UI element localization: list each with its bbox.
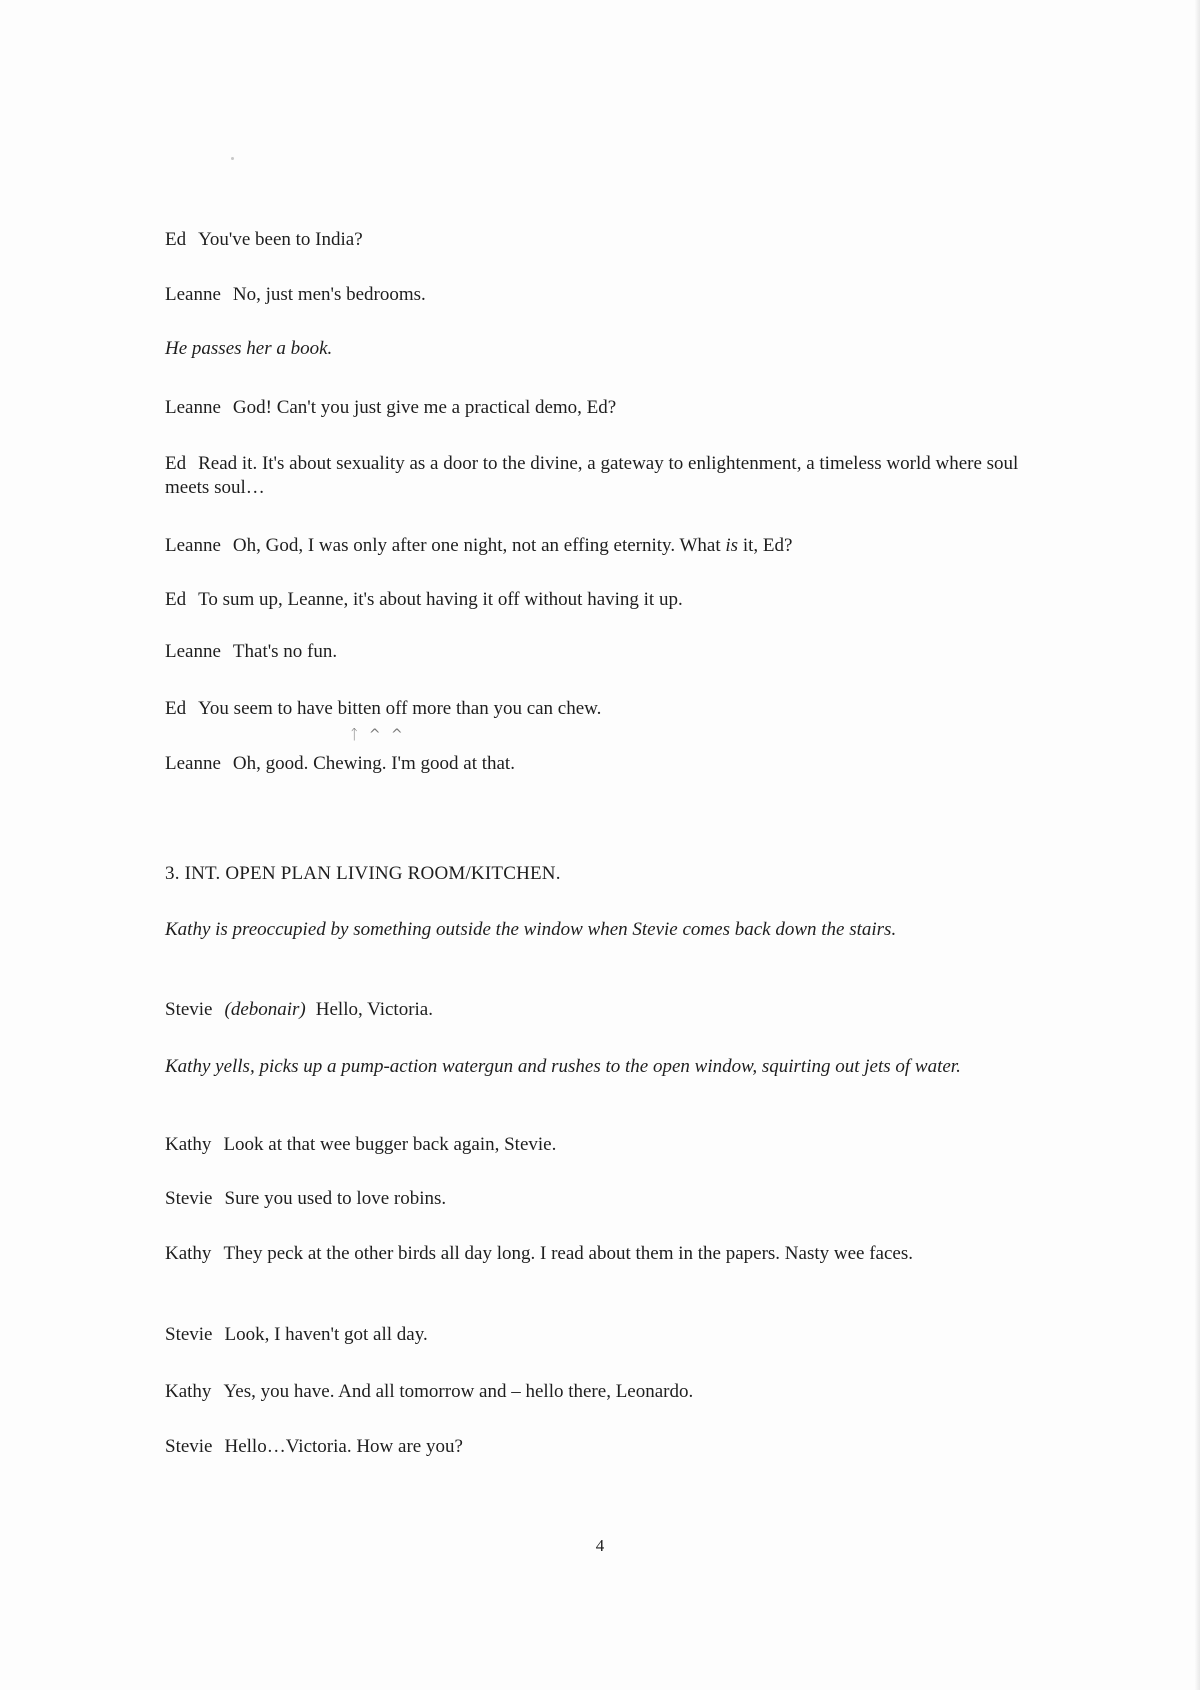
parenthetical: (debonair) (224, 999, 306, 1020)
dialogue-text: You've been to India? (198, 229, 363, 250)
handwritten-annotation: ᛏ ^ ^ (350, 727, 406, 743)
dialogue-line (165, 1187, 1025, 1211)
dialogue-text: Hello…Victoria. How are you? (224, 1436, 463, 1457)
dialogue-text: Oh, good. Chewing. I'm good at that. (232, 753, 515, 774)
stage-direction: Kathy is preoccupied by something outside the window when Stevie comes back down the stairs. (165, 919, 897, 940)
dialogue-line (165, 640, 1025, 664)
dialogue-line (165, 1380, 1025, 1404)
stage-direction: Kathy yells, picks up a pump-action watergun and rushes to the open window, squirting out jets of water. (165, 1056, 961, 1077)
speaker-name: Ed (165, 698, 187, 719)
dialogue-text: Read it. It's about sexuality as a door to the divine, a gateway to enlightenment, a timeless world where soul meets soul… (165, 453, 1019, 498)
stage-direction: He passes her a book. (165, 338, 333, 359)
speaker-name: Kathy (165, 1381, 212, 1402)
dialogue-line (165, 452, 1025, 500)
speaker-name: Kathy (165, 1243, 212, 1264)
speaker-name: Ed (165, 453, 187, 474)
dialogue-line (165, 588, 1025, 612)
dialogue-emphasis: is (725, 535, 739, 556)
speaker-name: Stevie (165, 1188, 213, 1209)
speaker-name: Kathy (165, 1134, 212, 1155)
dialogue-text: Look at that wee bugger back again, Stevie. (223, 1134, 557, 1155)
dialogue-text: That's no fun. (232, 641, 338, 662)
dialogue-text: God! Can't you just give me a practical demo, Ed? (232, 397, 617, 418)
dialogue-line (165, 1435, 1025, 1459)
dialogue-line (165, 228, 1025, 252)
speaker-name: Leanne (165, 397, 221, 418)
scene-heading: 3. INT. OPEN PLAN LIVING ROOM/KITCHEN. (165, 863, 561, 884)
dialogue-text: You seem to have bitten off more than you can chew. (198, 698, 602, 719)
speaker-name: Stevie (165, 1436, 213, 1457)
dialogue-text: Look, I haven't got all day. (224, 1324, 428, 1345)
dialogue-line (165, 283, 1025, 307)
dialogue-text-start: Oh, God, I was only after one night, not an effing eternity. What (232, 535, 726, 556)
dialogue-line (165, 697, 1025, 721)
speaker-name: Stevie (165, 1324, 213, 1345)
speaker-name: Leanne (165, 535, 221, 556)
speaker-name: Ed (165, 229, 187, 250)
dialogue-line (165, 396, 1025, 420)
scan-speck (231, 157, 234, 160)
dialogue-line (165, 998, 1025, 1022)
speaker-name: Stevie (165, 999, 213, 1020)
speaker-name: Ed (165, 589, 187, 610)
dialogue-text: Hello, Victoria. (315, 999, 433, 1020)
page-number: 4 (595, 1536, 605, 1555)
dialogue-line (165, 1133, 1025, 1157)
dialogue-text-end: it, Ed? (738, 535, 793, 556)
dialogue-line (165, 1242, 1025, 1266)
dialogue-text: To sum up, Leanne, it's about having it off without having it up. (198, 589, 683, 610)
dialogue-line (165, 534, 1025, 558)
dialogue-text: Sure you used to love robins. (224, 1188, 447, 1209)
dialogue-text: No, just men's bedrooms. (232, 284, 426, 305)
speaker-name: Leanne (165, 284, 221, 305)
speaker-name: Leanne (165, 753, 221, 774)
speaker-name: Leanne (165, 641, 221, 662)
dialogue-text: They peck at the other birds all day long. I read about them in the papers. Nasty wee faces. (223, 1243, 913, 1264)
dialogue-line (165, 1323, 1025, 1347)
dialogue-text: Yes, you have. And all tomorrow and – hello there, Leonardo. (223, 1381, 694, 1402)
dialogue-line (165, 752, 1025, 776)
scan-edge-shadow (1194, 0, 1200, 1690)
